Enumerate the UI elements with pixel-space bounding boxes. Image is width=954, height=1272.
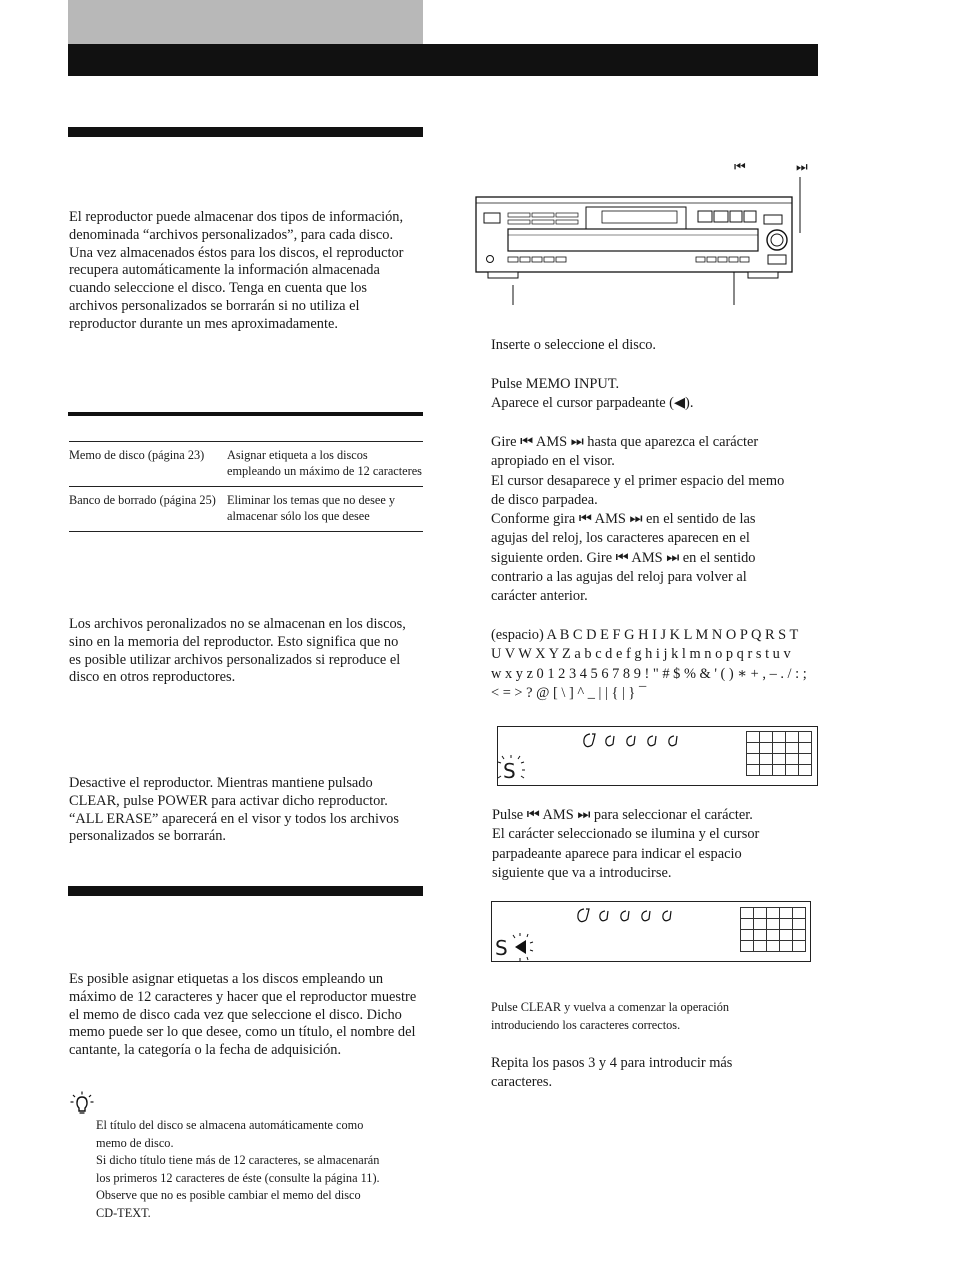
segment-glyphs	[574, 906, 684, 926]
step-4-line: El carácter seleccionado se ilumina y el cursor	[492, 826, 760, 843]
custom-files-table	[69, 441, 423, 532]
step-2-line: Pulse MEMO INPUT.	[491, 376, 620, 392]
next-button-label-icon: ⏭	[796, 160, 808, 175]
table-cell-name: Memo de disco (página 23)	[69, 448, 205, 462]
display-illustration-2	[491, 901, 811, 962]
cd-player-illustration	[470, 175, 820, 310]
tip-line: El título del disco se almacena automáticamente como	[96, 1118, 364, 1132]
header-bar	[68, 44, 818, 76]
step-3-line: siguiente orden. Gire ⏮ AMS ⏭ en el sentido	[491, 549, 756, 566]
step-3-line: apropiado en el visor.	[491, 453, 615, 470]
step-4-line: siguiente que va a introducirse.	[492, 864, 672, 881]
step-3-line: Conforme gira ⏮ AMS ⏭ en el sentido de las	[491, 511, 756, 528]
display-illustration-1	[497, 726, 818, 786]
tip-line: los primeros 12 caracteres de éste (consulte la página 11).	[96, 1170, 380, 1185]
step-4-line: parpadeante aparece para indicar el espacio	[492, 845, 742, 862]
clear-note	[491, 999, 821, 1034]
table-row	[69, 442, 423, 487]
table-row	[69, 487, 423, 532]
blinking-character: S	[503, 759, 516, 783]
section-rule-3	[68, 886, 423, 896]
charset-list	[491, 626, 826, 703]
step-3-line: carácter anterior.	[491, 588, 588, 605]
tip-line: Observe que no es posible cambiar el memo del disco	[96, 1188, 361, 1202]
step-1: Inserte o seleccione el disco.	[491, 337, 657, 353]
charset-line: w x y z 0 1 2 3 4 5 6 7 8 9 ! " # $ % & ' ( ) ∗ + , – . / : ;	[491, 665, 807, 682]
clear-note-line: Pulse CLEAR y vuelva a comenzar la operación	[491, 1000, 729, 1014]
section-rule-1	[68, 127, 423, 137]
tip-icon	[70, 1091, 94, 1122]
selected-character: S	[495, 936, 508, 960]
step-2	[491, 375, 821, 414]
step-4	[492, 806, 822, 883]
step-3-line: agujas del reloj, los caracteres aparecen en el	[491, 530, 750, 547]
step-5	[491, 1054, 821, 1093]
tip-line: CD-TEXT.	[96, 1205, 151, 1220]
charset-line: (espacio) A B C D E F G H I J K L M N O P Q R S T	[491, 627, 799, 643]
charset-line: < = > ? @ [ \ ] ^ _ | | { | } ¯	[491, 684, 647, 701]
table-cell-name: Banco de borrado (página 25)	[69, 493, 216, 507]
blinking-cursor-icon	[506, 932, 534, 962]
step-5-line: caracteres.	[491, 1074, 553, 1091]
step-2-line: Aparece el cursor parpadeante (◀).	[491, 395, 694, 412]
step-3-line: contrario a las agujas del reloj para volver al	[491, 569, 747, 586]
step-3-line: Gire ⏮ AMS ⏭ hasta que aparezca el carácter	[491, 434, 759, 450]
segment-glyphs	[580, 731, 690, 751]
step-3	[491, 433, 826, 607]
step-3-line: de disco parpadea.	[491, 491, 598, 508]
step-5-line: Repita los pasos 3 y 4 para introducir más	[491, 1055, 733, 1071]
note-paragraph: Los archivos peronalizados no se almacenan en los discos, sino en la memoria del reproductor. Esto significa que no es posible utilizar archivos personalizados si reproduce el disco en otros reproductores.	[69, 616, 406, 686]
intro-paragraph: El reproductor puede almacenar dos tipos de información, denominada “archivos personalizados”, para cada disco. Una vez almacenados éstos para los discos, el reproductor recupera automáticamente la información almacenada cuando seleccione el disco. Tenga en cuenta que los archivos personalizados se borrarán si no utiliza el reproductor durante un mes aproximadamente.	[69, 209, 404, 332]
clear-note-line: introduciendo los caracteres correctos.	[491, 1017, 681, 1032]
section-rule-2	[68, 412, 423, 416]
table-cell-desc: Asignar etiqueta a los discos empleando un máximo de 12 caracteres	[227, 448, 422, 478]
blink-rays-icon	[496, 754, 526, 784]
prev-button-label-icon: ⏮	[734, 160, 746, 175]
memo-intro-paragraph: Es posible asignar etiquetas a los discos empleando un máximo de 12 caracteres y hacer que el reproductor muestre el memo de disco cada vez que seleccione el disco. Dicho memo puede ser lo que desee, como un título, el nombre del cantante, la categoría o la fecha de adquisición.	[69, 971, 417, 1059]
step-4-line: Pulse ⏮ AMS ⏭ para seleccionar el carácter.	[492, 807, 753, 823]
erase-paragraph: Desactive el reproductor. Mientras mantiene pulsado CLEAR, pulse POWER para activar dicho reproductor. “ALL ERASE” aparecerá en el visor y todos los archivos personalizados se borrarán.	[69, 775, 399, 845]
step-3-line: El cursor desaparece y el primer espacio del memo	[491, 472, 785, 489]
header-tab	[68, 0, 423, 44]
tip-line: Si dicho título tiene más de 12 caracteres, se almacenarán	[96, 1153, 380, 1167]
tip-line: memo de disco.	[96, 1135, 174, 1150]
charset-line: U V W X Y Z a b c d e f g h i j k l m n o p q r s t u v	[491, 646, 791, 663]
tip-text	[96, 1117, 423, 1222]
table-cell-desc: Eliminar los temas que no desee y almacenar sólo los que desee	[227, 493, 396, 523]
disc-grid	[746, 731, 812, 776]
disc-grid	[740, 907, 806, 952]
